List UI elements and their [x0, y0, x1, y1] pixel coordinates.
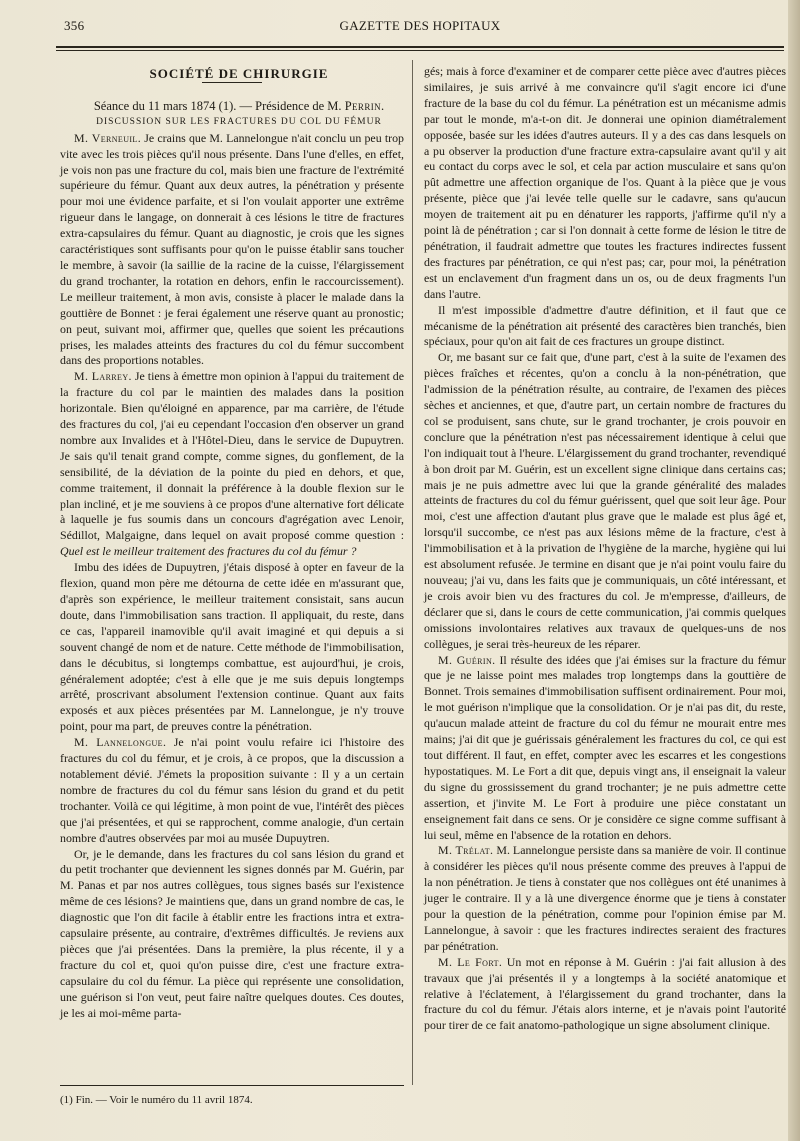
footnote: (1) Fin. — Voir le numéro du 11 avril 1874.	[60, 1094, 253, 1106]
paragraph-lannelongue-continued: Or, je le demande, dans les fractures du col sans lésion du grand et du petit trochanter que deviennent les signes donnés par M. Guérin, par M. Panas et par nos autres collègues, tous signes basés sur l'existence même de ces lésions? Je maintiens que, dans un grand nombre de cas, le diagnostic que l'on dit facile à établir entre les fractions intra et extra-capsulaire présente, au contraire, d'extrêmes difficultés. Je reviens aux pièces que j'ai présentées. Dans la première, la plus récente, il y a fracture du col et, quoi qu'on puisse dire, c'est une fracture extra-capsulaire du col du fémur. La pièce qui représente une consolidation, une guérison si l'on veut, peut faire naître quelques doutes. Ces doutes, je les ai moi-même parta-	[60, 846, 404, 1020]
seance-text: Séance du 11 mars 1874 (1). — Présidence de M.	[93, 98, 345, 113]
concours-question: Quel est le meilleur traitement des fractures du col du fémur ?	[60, 544, 357, 559]
seance-line	[60, 99, 404, 115]
speaker-verneuil: M. Verneuil.	[74, 130, 142, 145]
paragraph-larrey	[60, 369, 404, 560]
running-header	[56, 14, 784, 36]
speaker-trelat: M. Trélat.	[438, 843, 494, 858]
speaker-guerin: M. Guérin.	[438, 652, 496, 667]
paragraph-conclusion: Or, me basant sur ce fait que, d'une part, c'est à la suite de l'examen des pièces fraîches et récentes, qu'on a conclu à la non-pénétration, que l'admission de la pénétration résulte, au contraire, de l'examen des pièces sèches et anciennes, et que, d'autre part, un certain nombre de fractures du col se produisent, sans chute, sur le grand trochanter, je crois pouvoir en conclure que la pénétration n'est pas nécessairement identique à celui que l'on indiquait tout à l'heure. L'élargissement du grand trochanter, revendiqué à bon droit par M. Guérin, est un excellent signe clinique dans certains cas; mais je ne puis admettre avec lui que la grande généralité des malades atteints de fractures du col du fémur guérissent, quel que soit leur âge. Pour moi, c'est une affection d'autant plus grave que le malade est plus âgé et, lorsqu'il succombe, ce n'est pas aux lésions même de la fracture, c'est à l'immobilisation et à la privation de l'hygiène de la marche, hygiène qui lui est absolument refusée. Je termine en disant que je n'ai point voulu faire du nouveau; j'ai vu, dans les faits que je communiquais, un côté intéressant, et je crois avoir bien vu des fractures du col. Je m'empresse, d'ailleurs, de déclarer que si, dans le cours de cette communication, j'ai commis quelques omissions involontaires relatives aux travaux de quelques-uns de nos collègues, je serai très-heureux de les réparer.	[424, 350, 787, 651]
paragraph-guerin	[424, 653, 786, 844]
paragraph-text: M. Lannelongue persiste dans sa manière de voir. Il continue à considérer les pièces qu'il nous présente comme des preuves à l'appui de la non pénétration. Je tiens à constater que nos collègues ont été unanimes à juger le contraire. Il y a là une divergence énorme que je tiens à constater pour la question de la pénétration, comme pour l'opinion émise par M. Lannelongue, à savoir : que les fractures indirectes seraient des fractures par pénétration.	[424, 843, 786, 953]
paragraph-dupuytren: Imbu des idées de Dupuytren, j'étais disposé à opter en faveur de la flexion, quand mon père me détourna de cette idée en m'assurant que, d'après son expérience, le meilleur traitement consistait, sans aucun doute, dans l'immobilisation sans traction. Il appliquait, du reste, dans ce cas, l'appareil inamovible qu'il avait imaginé et qui depuis a si souvent changé de nom et de nature. Cette méthode de l'immobilisation, dans le décubitus, si longtemps combattue, est aujourd'hui, je crois, généralement adoptée; c'est à elle que je me suis depuis longtemps arrêté, proscrivant absolument l'extension continue. Quant aux faits exposés et aux pièces présentées par M. Lannelongue, je n'y trouve point, pour ma part, de preuves contre la pénétration.	[60, 560, 404, 734]
paragraph-lannelongue	[60, 735, 404, 846]
discussion-heading: DISCUSSION SUR LES FRACTURES DU COL DU FÉMUR	[96, 116, 382, 127]
seance-end: .	[381, 98, 385, 113]
speaker-lannelongue: M. Lannelongue.	[74, 735, 167, 750]
header-rule-thin	[56, 50, 784, 51]
paragraph-trelat	[424, 843, 786, 954]
paragraph-continued: gés; mais à force d'examiner et de comparer cette pièce avec d'autres pièces similaires, je suis arrivé à me convaincre qu'il s'agit encore ici d'une fracture de la base du col du fémur. La pénétration est un mécanisme admis par tout le monde, m'a-t-on dit. Je donnerai une opinion diamétralement opposée, basée sur les idées d'autres auteurs. Il y a des cas dans lesquels on a pu observer la production d'une fracture extra-capsulaire avant qu'il y ait eu contact du corps avec le sol, et cela par action musculaire et sans qu'on pût admettre une affection organique de l'os. Quant à la pièce que je vous présente, pièce que j'ai levée telle quelle sur le cadavre, sans qu'aucun moyen de traitement ait pu en dénaturer les rapports, j'affirme qu'il n'y a point là de pénétration ; car si l'on donnait à cette forme de lésion le titre de pénétration, il faudrait admettre que toutes les fractures indirectes fussent des fractures par pénétration, ce qui n'est pas; car, pour moi, la pénétration est un enclavement d'un fragment dans un os, ou de deux fragments l'un dans l'autre.	[424, 64, 786, 301]
speaker-le-fort: M. Le Fort.	[438, 954, 503, 969]
paragraph-le-fort	[424, 955, 786, 1035]
left-column	[60, 66, 404, 1021]
paragraph-definition: Il m'est impossible d'admettre d'autre définition, et il faut que ce mécanisme de la pénétration ait présenté des caractères bien tranchés, bien spéciaux, pour qu'on ait fait de ces fractures un groupe distinct.	[424, 302, 786, 349]
header-rule	[56, 46, 784, 48]
paragraph-verneuil	[60, 131, 404, 370]
page-spine-edge	[788, 0, 800, 1141]
paragraph-text: Il résulte des idées que j'ai émises sur la fracture du fémur que je ne laisse point mes malades trop longtemps dans la gouttière de Bonnet. Trois semaines d'immobilisation suffisent ordinairement. Pour moi, le mot guérison n'implique que la consolidation. Or je n'ai pas dit, du reste, qu'aucun malade atteint de fracture du col du fémur ne mourait entre mes mains; j'ai dit que je guérissais généralement les fractures du col, ce qui est tout différent. Il faut, en effet, compter avec les escarres et les congestions hypostatiques. M. Le Fort a dit que, depuis vingt ans, il enseignait la valeur du signe du grossissement du grand trochanter; je ne puis admettre cette assertion, et j'invite M. Le Fort à produire une pièce constatant un enseignement fait dans ce sens. Or je considère ce signe comme suffisant à lui seul, même en l'absence de la rotation en dehors.	[424, 652, 786, 842]
publication-title: GAZETTE DES HOPITAUX	[339, 18, 501, 33]
page-number: 356	[64, 18, 85, 33]
speaker-larrey: M. Larrey.	[74, 369, 132, 384]
president-name: Perrin	[344, 98, 382, 113]
column-divider	[412, 60, 413, 1085]
section-title-rule	[202, 82, 262, 83]
paragraph-text: Je n'ai point voulu refaire ici l'histoire des fractures du col du fémur, et je crois, à ce propos, que la discussion a notablement dévié. J'émets la proposition suivante : Il y a un certain nombre de fractures du col du fémur sans lésion du grand et du petit trochanter. Voilà ce qui légitime, à mon point de vue, l'intérêt des pièces que j'ai présentées, et qui se rapprochent, comme analogie, d'un certain nombre d'autres observées par moi au musée Dupuytren.	[60, 735, 404, 845]
footnote-rule	[60, 1085, 404, 1086]
paragraph-text: Je tiens à émettre mon opinion à l'appui du traitement de la fracture du col par le maintien des malades dans la position horizontale. Bien qu'éloigné en apparence, par ma carrière, de l'étude des fractures du col, j'ai eu cependant l'occasion d'en observer un grand nombre aux Invalides et à l'Hôtel-Dieu, dans le service de Dupuytren. Je sais qu'il tenait grand compte, comme signes, du gonflement, de la sensibilité, de la déviation de la pointe du pied en dehors, et que, comme traitement, il donnait la préférence à la double flexion sur le plan incliné, et je me souviens à ce propos d'une alternative fort délicate à laquelle je fus soumis dans un concours d'agrégation avec Lenoir, Sédillot, Malgaigne, dans lequel on avait proposé comme question :	[60, 369, 404, 543]
paragraph-text: Je crains que M. Lannelongue n'ait conclu un peu trop vite avec les trois pièces qu'il nous présente. Dans l'une d'elles, en effet, je vois non pas une fracture du col, mais bien une fracture de l'extrémité supérieure du fémur. Quant aux deux autres, la pénétration y présente pour moi une évidence parfaite, et si l'on voulait apporter une extrême rigueur dans le langage, on donnerait à ces lésions le titre de fractures extra-capsulaires du fémur. Quant au diagnostic, je crois que les signes caractéristiques sont suffisants pour qu'on le puisse établir sans toucher le membre, à savoir (la saillie de la racine de la cuisse, l'élargissement du grand trochanter, la rotation en dehors, enfin le raccourcissement). Le meilleur traitement, à mon avis, consiste à placer le malade dans la gouttière de Bonnet : je ferai également une réserve quant au pronostic; on peut, suivant moi, affirmer que, quelles que soient les précautions prises, les malades atteints des fractures du col du fémur succombent dans des proportions notables.	[60, 130, 404, 368]
right-column	[424, 64, 786, 1034]
paragraph-text: Un mot en réponse à M. Guérin : j'ai fait allusion à des travaux que j'ai présentés il y a longtemps à la société anatomique et relative à l'éclatement, à l'élargissement du grand trochanter, dans la fracture du col du fémur. J'étais alors interne, et je n'avais point l'autorité pour tirer de ce fait anatomo-pathologique un signe absolument clinique.	[424, 954, 786, 1033]
section-title: SOCIÉTÉ DE CHIRURGIE	[149, 66, 329, 81]
